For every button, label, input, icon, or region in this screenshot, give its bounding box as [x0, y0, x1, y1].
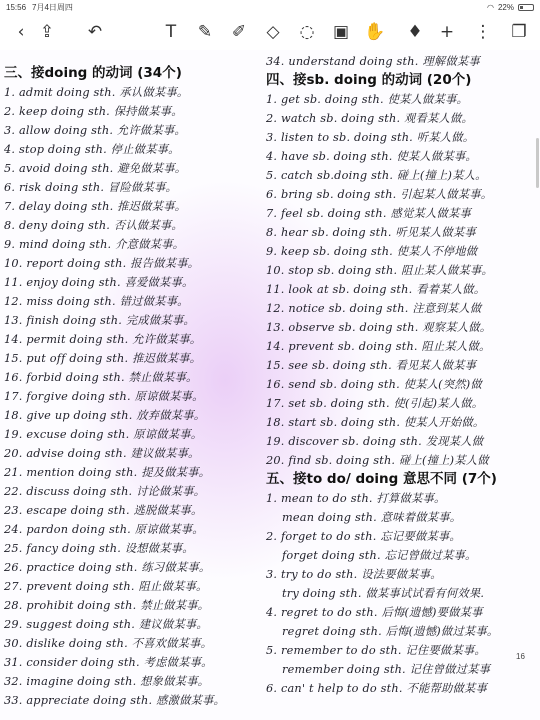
- list-item: 13. finish doing sth. 完成做某事。: [4, 314, 195, 327]
- left-column: [4, 64, 266, 710]
- list-item: 5. avoid doing sth. 避免做某事。: [4, 162, 187, 175]
- section-heading-3: 三、接doing 的动词 (34个): [4, 65, 182, 81]
- eraser-tool-icon[interactable]: ◇: [266, 22, 280, 42]
- section-heading-4: 四、接sb. doing 的动词 (20个): [266, 72, 472, 88]
- list-item: 25. fancy doing sth. 设想做某事。: [4, 542, 194, 555]
- more-icon[interactable]: ⋮: [474, 22, 492, 42]
- status-right: [487, 3, 534, 12]
- battery-icon: [518, 4, 534, 11]
- toolbar: [0, 14, 540, 50]
- list-item: try doing sth. 做某事试试看有何效果.: [282, 587, 485, 600]
- list-item: 17. set sb. doing sth. 使(引起)某人做。: [266, 397, 484, 410]
- list-item: 6. can' t help to do sth. 不能帮助做某事: [266, 682, 487, 695]
- list-item: remember doing sth. 记住曾做过某事: [282, 663, 491, 676]
- lasso-tool-icon[interactable]: ◌: [299, 22, 315, 42]
- list-item: 5. catch sb.doing sth. 碰上(撞上)某人。: [266, 169, 487, 182]
- list-item: forget doing sth. 忘记曾做过某事。: [282, 549, 477, 562]
- list-item: 2. keep doing sth. 保持做某事。: [4, 105, 183, 118]
- list-item: 33. appreciate doing sth. 感激做某事。: [4, 694, 226, 707]
- list-item: 24. pardon doing sth. 原谅做某事。: [4, 523, 204, 536]
- pen-tool-icon[interactable]: ✎: [197, 22, 213, 42]
- list-item: 20. find sb. doing sth. 碰上(撞上)某人做: [266, 454, 489, 467]
- list-item: 21. mention doing sth. 提及做某事。: [4, 466, 211, 479]
- list-item: 5. remember to do sth. 记住要做某事。: [266, 644, 486, 657]
- list-item: 20. advise doing sth. 建议做某事。: [4, 447, 200, 460]
- image-tool-icon[interactable]: ▣: [332, 22, 350, 42]
- note-page[interactable]: [0, 50, 540, 720]
- list-item: 32. imagine doing sth. 想象做某事。: [4, 675, 210, 688]
- list-item: 30. dislike doing sth. 不喜欢做某事。: [4, 637, 213, 650]
- list-item: 26. practice doing sth. 练习做某事。: [4, 561, 211, 574]
- toolbar-right: [434, 22, 532, 42]
- right-column: [266, 52, 540, 698]
- list-item: 1. mean to do sth. 打算做某事。: [266, 492, 446, 505]
- list-item: 4. regret to do sth. 后悔(遗憾)要做某事: [266, 606, 483, 619]
- undo-icon[interactable]: ↶: [87, 22, 103, 42]
- status-date: 7月4日周四: [32, 2, 73, 12]
- list-item: 7. feel sb. doing sth. 感觉某人做某事: [266, 207, 471, 220]
- list-item: 19. excuse doing sth. 原谅做某事。: [4, 428, 203, 441]
- list-item: 7. delay doing sth. 推迟做某事。: [4, 200, 187, 213]
- scrollbar[interactable]: [536, 138, 539, 188]
- list-item: 4. have sb. doing sth. 使某人做某事。: [266, 150, 477, 163]
- list-item: 16. send sb. doing sth. 使某人(突然)做: [266, 378, 482, 391]
- list-item: 27. prevent doing sth. 阻止做某事。: [4, 580, 208, 593]
- list-item: 6. risk doing sth. 冒险做某事。: [4, 181, 177, 194]
- list-item: 28. prohibit doing sth. 禁止做某事。: [4, 599, 210, 612]
- list-item: 34. understand doing sth. 理解做某事: [266, 55, 480, 68]
- list-item: 15. see sb. doing sth. 看见某人做某事: [266, 359, 477, 372]
- highlighter-tool-icon[interactable]: ✐: [231, 22, 247, 42]
- list-item: 17. forgive doing sth. 原谅做某事。: [4, 390, 204, 403]
- list-item: 1. admit doing sth. 承认做某事。: [4, 86, 189, 99]
- section-heading-5: 五、接to do/ doing 意思不同 (7个): [266, 471, 497, 487]
- list-item: 3. listen to sb. doing sth. 听某人做。: [266, 131, 475, 144]
- page-number: 16: [516, 652, 525, 661]
- list-item: 14. prevent sb. doing sth. 阻止某人做。: [266, 340, 491, 353]
- list-item: regret doing sth. 后悔(遗憾)做过某事。: [282, 625, 499, 638]
- list-item: 15. put off doing sth. 推迟做某事。: [4, 352, 202, 365]
- list-item: 3. try to do sth. 设法要做某事。: [266, 568, 442, 581]
- hand-tool-icon[interactable]: ✋: [364, 22, 386, 42]
- list-item: 22. discuss doing sth. 讨论做某事。: [4, 485, 206, 498]
- list-item: 1. get sb. doing sth. 使某人做某事。: [266, 93, 469, 106]
- back-icon[interactable]: ‹: [17, 22, 25, 42]
- list-item: 11. enjoy doing sth. 喜爱做某事。: [4, 276, 194, 289]
- list-item: 12. miss doing sth. 错过做某事。: [4, 295, 189, 308]
- list-item: 31. consider doing sth. 考虑做某事。: [4, 656, 213, 669]
- add-icon[interactable]: +: [439, 22, 455, 42]
- list-item: 23. escape doing sth. 逃脱做某事。: [4, 504, 203, 517]
- pages-icon[interactable]: ❐: [511, 22, 527, 42]
- list-item: 13. observe sb. doing sth. 观察某人做。: [266, 321, 492, 334]
- list-item: 2. watch sb. doing sth. 观看某人做。: [266, 112, 474, 125]
- list-item: 18. start sb. doing sth. 使某人开始做。: [266, 416, 485, 429]
- list-item: 10. report doing sth. 报告做某事。: [4, 257, 200, 270]
- list-item: 9. keep sb. doing sth. 使某人不停地做: [266, 245, 478, 258]
- list-item: mean doing sth. 意味着做某事。: [282, 511, 462, 524]
- status-time: 15:56: [6, 2, 27, 12]
- list-item: 8. deny doing sth. 否认做某事。: [4, 219, 183, 232]
- list-item: 16. forbid doing sth. 禁止做某事。: [4, 371, 198, 384]
- list-item: 29. suggest doing sth. 建议做某事。: [4, 618, 208, 631]
- microphone-icon[interactable]: ♦: [407, 22, 423, 42]
- list-item: 10. stop sb. doing sth. 阻止某人做某事。: [266, 264, 494, 277]
- list-item: 6. bring sb. doing sth. 引起某人做某事。: [266, 188, 493, 201]
- list-item: 14. permit doing sth. 允许做某事。: [4, 333, 202, 346]
- list-item: 18. give up doing sth. 放弃做某事。: [4, 409, 206, 422]
- list-item: 9. mind doing sth. 介意做某事。: [4, 238, 185, 251]
- tool-group: [158, 22, 388, 42]
- list-item: 3. allow doing sth. 允许做某事。: [4, 124, 186, 137]
- list-item: 11. look at sb. doing sth. 看着某人做。: [266, 283, 486, 296]
- list-item: 8. hear sb. doing sth. 听见某人做某事: [266, 226, 476, 239]
- text-tool-icon[interactable]: T: [165, 22, 177, 42]
- list-item: 19. discover sb. doing sth. 发现某人做: [266, 435, 484, 448]
- list-item: 12. notice sb. doing sth. 注意到某人做: [266, 302, 482, 315]
- wifi-icon: ◠: [487, 2, 494, 12]
- status-bar: [0, 0, 540, 14]
- list-item: 2. forget to do sth. 忘记要做某事。: [266, 530, 461, 543]
- list-item: 4. stop doing sth. 停止做某事。: [4, 143, 180, 156]
- battery-percent: 22%: [497, 2, 514, 12]
- share-icon[interactable]: ⇪: [39, 22, 55, 42]
